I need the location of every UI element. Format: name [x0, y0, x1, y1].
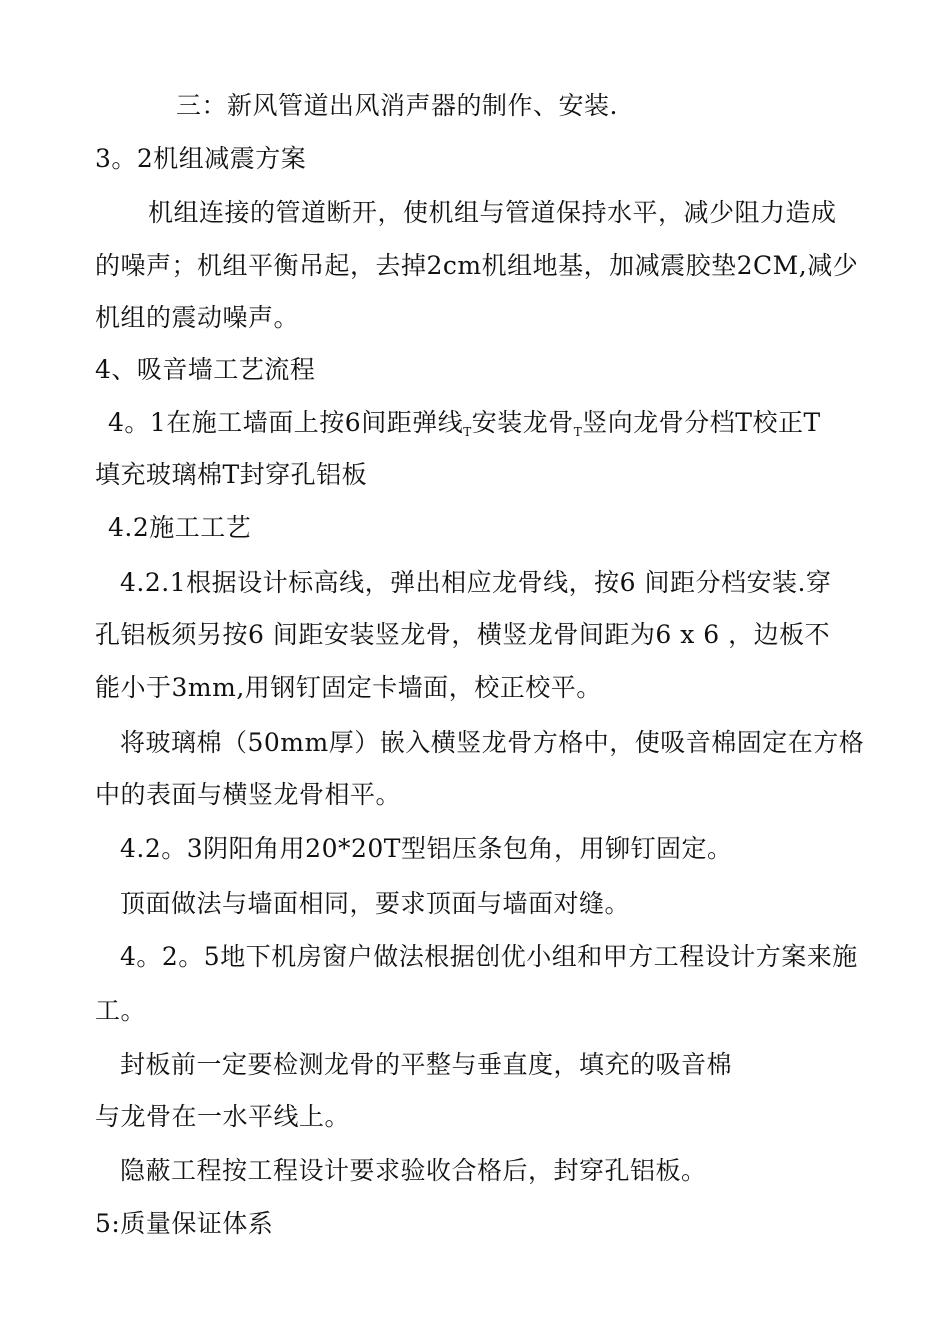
text-line: 孔铝板须另按6 间距安装竖龙骨，横竖龙骨间距为6 x 6 ，边板不 — [95, 620, 831, 649]
section-heading: 3。2机组减震方案 — [95, 144, 307, 173]
text-line: 三：新风管道出风消声器的制作、安装. — [176, 91, 618, 120]
text-line: 能小于3mm,用钢钉固定卡墙面，校正校平。 — [95, 673, 602, 702]
text-segment: 安装龙骨 — [471, 408, 574, 437]
text-line: 将玻璃棉（50mm厚）嵌入横竖龙骨方格中，使吸音棉固定在方格 — [120, 728, 865, 757]
arrow-mark: T — [573, 425, 583, 439]
text-line: 隐蔽工程按工程设计要求验收合格后，封穿孔铝板。 — [120, 1156, 707, 1185]
text-line — [108, 407, 821, 448]
text-segment: 4。1在施工墙面上按6间距弹线 — [108, 408, 464, 437]
text-line: 机组连接的管道断开，使机组与管道保持水平，减少阻力造成 — [148, 198, 837, 227]
arrow-mark: T — [463, 425, 472, 439]
section-heading: 5:质量保证体系 — [95, 1209, 274, 1238]
text-line: 4.2。3阴阳角用20*20T型铝压条包角，用铆钉固定。 — [120, 834, 733, 863]
text-line: 机组的震动噪声。 — [95, 303, 300, 332]
text-segment: 竖向龙骨分档T校正T — [582, 408, 821, 437]
text-line: 工。 — [95, 996, 147, 1025]
text-line: 的噪声；机组平衡吊起，去掉2cm机组地基，加减震胶垫2CM,减少 — [95, 251, 859, 280]
text-line: 中的表面与横竖龙骨相平。 — [95, 780, 402, 809]
text-line: 填充玻璃棉T封穿孔铝板 — [95, 460, 368, 489]
section-heading: 4、吸音墙工艺流程 — [95, 355, 316, 384]
text-line: 4。2。5地下机房窗户做法根据创优小组和甲方工程设计方案来施 — [120, 942, 858, 971]
text-line: 封板前一定要检测龙骨的平整与垂直度，填充的吸音棉 — [120, 1050, 733, 1079]
text-line: 顶面做法与墙面相同，要求顶面与墙面对缝。 — [120, 889, 631, 918]
text-line: 与龙骨在一水平线上。 — [95, 1102, 351, 1131]
section-heading: 4.2施工工艺 — [108, 513, 252, 542]
text-line: 4.2.1根据设计标高线，弹出相应龙骨线，按6 间距分档安装.穿 — [120, 568, 832, 597]
